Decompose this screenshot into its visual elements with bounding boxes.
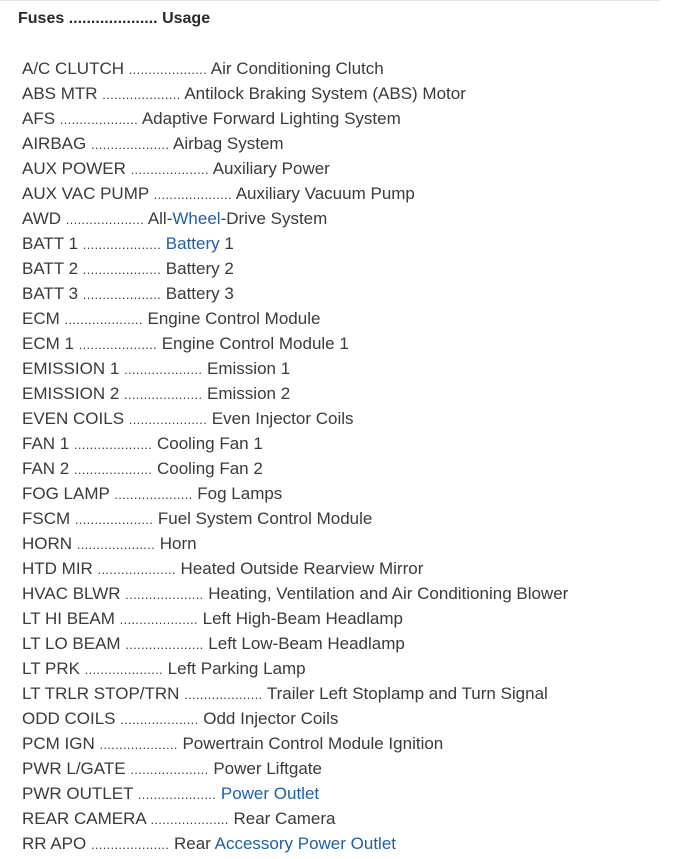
leader-dots: .................... — [90, 137, 170, 152]
fuse-row — [22, 406, 568, 431]
header-usage-label: Usage — [162, 10, 211, 27]
fuse-name: HORN — [22, 534, 73, 553]
leader-dots: .................... — [124, 387, 203, 402]
leader-dots: .................... — [82, 237, 162, 252]
fuse-name: ECM 1 — [22, 334, 74, 353]
fuse-name: FOG LAMP — [22, 484, 110, 503]
fuse-name: BATT 2 — [22, 259, 79, 278]
leader-dots: .................... — [120, 712, 199, 727]
fuse-name: PWR L/GATE — [22, 759, 126, 778]
fuse-usage-text: 1 — [219, 234, 234, 253]
leader-dots: .................... — [99, 737, 178, 752]
fuse-name: AUX POWER — [22, 159, 126, 178]
fuse-name: EVEN COILS — [22, 409, 125, 428]
leader-dots: .................... — [82, 287, 162, 302]
fuse-name: HTD MIR — [22, 559, 93, 578]
leader-dots: .................... — [114, 487, 193, 502]
fuse-row — [22, 631, 568, 656]
leader-dots: .................... — [65, 212, 145, 227]
fuse-name: ODD COILS — [22, 709, 116, 728]
fuse-row — [22, 706, 568, 731]
top-divider — [0, 0, 660, 1]
fuse-row — [22, 531, 568, 556]
fuse-name: FAN 2 — [22, 459, 70, 478]
fuse-name: PWR OUTLET — [22, 784, 134, 803]
fuse-name: LT TRLR STOP/TRN — [22, 684, 180, 703]
fuse-row — [22, 481, 568, 506]
fuse-usage-text: Auxiliary Vacuum Pump — [235, 184, 415, 203]
fuse-name: AWD — [22, 209, 62, 228]
fuse-row — [22, 281, 568, 306]
fuse-row — [22, 256, 568, 281]
fuse-usage-text: Rear — [173, 834, 215, 853]
usage-link[interactable]: Battery — [165, 234, 220, 253]
fuse-name: BATT 1 — [22, 234, 79, 253]
fuse-usage-text: Power Liftgate — [213, 759, 322, 778]
fuse-name: RR APO — [22, 834, 87, 853]
fuse-name: ECM — [22, 309, 60, 328]
leader-dots: .................... — [153, 187, 232, 202]
fuse-row — [22, 356, 568, 381]
fuse-name: HVAC BLWR — [22, 584, 121, 603]
leader-dots: .................... — [78, 337, 157, 352]
fuse-usage-text: Heated Outside Rearview Mirror — [180, 559, 424, 578]
fuse-usage-text: Air Conditioning Clutch — [210, 59, 384, 78]
fuse-usage-text: Left High-Beam Headlamp — [202, 609, 403, 628]
leader-dots: .................... — [128, 62, 207, 77]
fuse-usage-text: Cooling Fan 1 — [156, 434, 263, 453]
fuse-usage-text: Left Parking Lamp — [167, 659, 306, 678]
leader-dots: .................... — [73, 462, 153, 477]
fuse-row — [22, 756, 568, 781]
leader-dots: .................... — [74, 512, 154, 527]
fuse-name: REAR CAMERA — [22, 809, 146, 828]
leader-dots: .................... — [64, 312, 143, 327]
fuse-usage-text: Even Injector Coils — [211, 409, 354, 428]
fuse-name: FSCM — [22, 509, 71, 528]
fuse-row — [22, 731, 568, 756]
fuse-name: ABS MTR — [22, 84, 98, 103]
fuse-usage-text: Left Low-Beam Headlamp — [208, 634, 405, 653]
leader-dots: .................... — [125, 637, 204, 652]
fuse-row — [22, 106, 568, 131]
leader-dots: .................... — [137, 787, 217, 802]
fuse-usage-text: Fog Lamps — [197, 484, 283, 503]
fuse-usage-text: Airbag System — [173, 134, 284, 153]
fuse-row — [22, 781, 568, 806]
fuse-row — [22, 231, 568, 256]
fuse-name: AUX VAC PUMP — [22, 184, 149, 203]
table-header — [18, 9, 210, 29]
fuse-row — [22, 556, 568, 581]
fuse-usage-text: Odd Injector Coils — [203, 709, 339, 728]
fuse-row — [22, 381, 568, 406]
fuse-name: A/C CLUTCH — [22, 59, 125, 78]
fuse-row — [22, 806, 568, 831]
leader-dots: .................... — [59, 112, 139, 127]
fuse-row — [22, 681, 568, 706]
fuse-usage-text: Battery 3 — [165, 284, 234, 303]
fuse-usage-text: Powertrain Control Module Ignition — [182, 734, 444, 753]
leader-dots: .................... — [82, 262, 162, 277]
leader-dots: .................... — [97, 562, 176, 577]
fuse-row — [22, 156, 568, 181]
fuse-name: EMISSION 2 — [22, 384, 120, 403]
leader-dots: .................... — [76, 537, 156, 552]
fuse-usage-text: All- — [147, 209, 173, 228]
fuse-usage-text: Adaptive Forward Lighting System — [141, 109, 401, 128]
fuse-usage-text: Emission 1 — [207, 359, 291, 378]
fuse-usage-text: Auxiliary Power — [212, 159, 330, 178]
fuse-row — [22, 456, 568, 481]
leader-dots: .................... — [124, 362, 203, 377]
fuse-usage-text: Rear Camera — [233, 809, 336, 828]
usage-link[interactable]: Wheel — [172, 209, 221, 228]
fuse-usage-text: Trailer Left Stoplamp and Turn Signal — [266, 684, 548, 703]
fuse-row — [22, 656, 568, 681]
fuse-row — [22, 506, 568, 531]
leader-dots: .................... — [128, 412, 208, 427]
leader-dots: .................... — [73, 437, 153, 452]
fuse-name: FAN 1 — [22, 434, 70, 453]
fuse-usage-list — [22, 56, 568, 856]
fuse-usage-text: Horn — [159, 534, 197, 553]
usage-link[interactable]: Power Outlet — [220, 784, 320, 803]
usage-link[interactable]: Accessory Power Outlet — [214, 834, 397, 853]
fuse-row — [22, 206, 568, 231]
fuse-name: LT HI BEAM — [22, 609, 115, 628]
fuse-name: BATT 3 — [22, 284, 79, 303]
fuse-usage-text: Emission 2 — [207, 384, 291, 403]
fuse-name: LT PRK — [22, 659, 80, 678]
fuse-row — [22, 181, 568, 206]
fuse-row — [22, 131, 568, 156]
fuse-row — [22, 431, 568, 456]
fuse-row — [22, 831, 568, 856]
fuse-row — [22, 306, 568, 331]
fuse-row — [22, 56, 568, 81]
fuse-row — [22, 606, 568, 631]
leader-dots: .................... — [125, 587, 204, 602]
leader-dots: .................... — [84, 662, 163, 677]
fuse-usage-text: Fuel System Control Module — [157, 509, 373, 528]
leader-dots: .................... — [119, 612, 198, 627]
fuse-usage-text: Engine Control Module 1 — [161, 334, 349, 353]
leader-dots: .................... — [102, 87, 181, 102]
fuse-name: PCM IGN — [22, 734, 95, 753]
leader-dots: .................... — [184, 687, 263, 702]
leader-dots: .................... — [150, 812, 229, 827]
fuse-usage-text: Heating, Ventilation and Air Conditioning Blower — [208, 584, 569, 603]
fuse-usage-text: Cooling Fan 2 — [156, 459, 263, 478]
header-fuses-label: Fuses — [18, 10, 65, 27]
fuse-name: LT LO BEAM — [22, 634, 121, 653]
fuse-usage-text: -Drive System — [220, 209, 328, 228]
fuse-usage-text: Engine Control Module — [147, 309, 321, 328]
fuse-row — [22, 331, 568, 356]
fuse-row — [22, 81, 568, 106]
leader-dots: .................... — [130, 162, 209, 177]
fuse-usage-text: Battery 2 — [165, 259, 234, 278]
fuse-name: AIRBAG — [22, 134, 87, 153]
leader-dots: .................... — [90, 837, 170, 852]
fuse-name: AFS — [22, 109, 56, 128]
fuse-row — [22, 581, 568, 606]
leader-dots: .................... — [130, 762, 209, 777]
fuse-name: EMISSION 1 — [22, 359, 120, 378]
fuse-usage-text: Antilock Braking System (ABS) Motor — [184, 84, 466, 103]
header-dots: .................... — [68, 10, 158, 27]
